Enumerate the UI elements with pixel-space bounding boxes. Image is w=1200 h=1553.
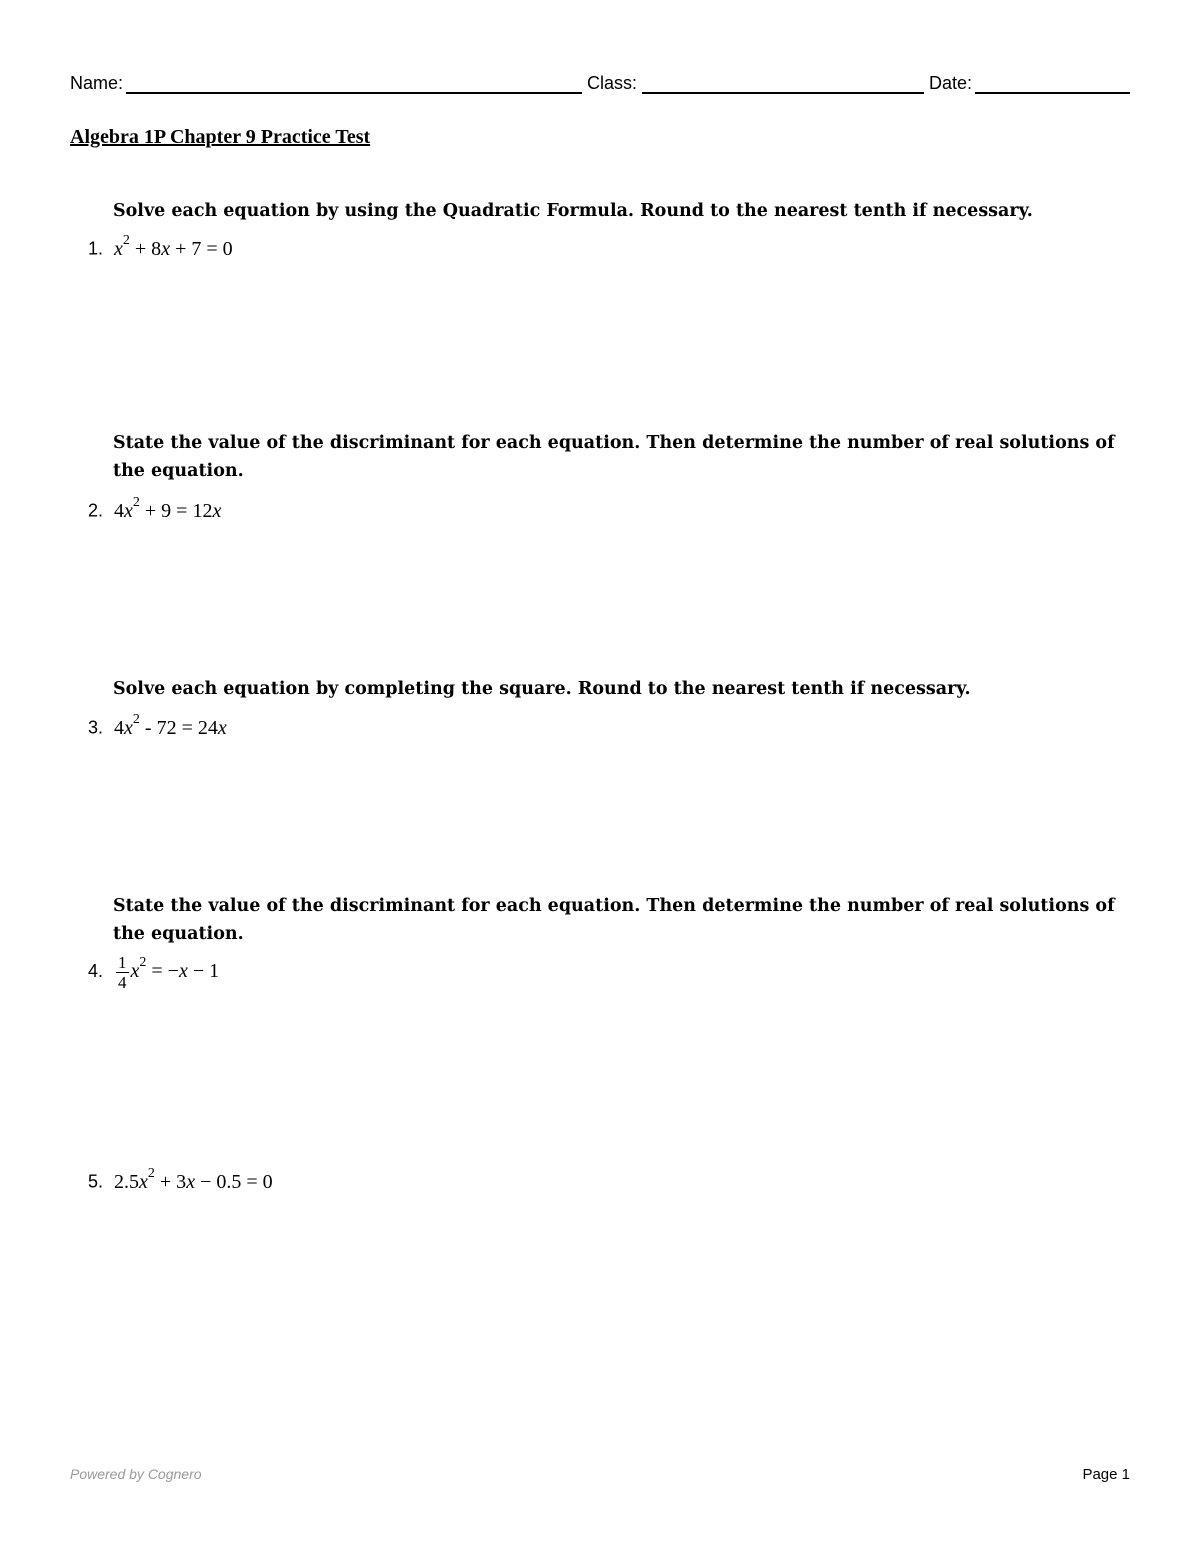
instruction-completing-square: Solve each equation by completing the square. Round to the nearest tenth if necessary. — [113, 679, 971, 699]
student-info-header — [70, 72, 1130, 98]
date-field-line[interactable] — [975, 92, 1130, 94]
class-field-line[interactable] — [642, 92, 924, 94]
equation: $2.5x^2 + 3x - 0.5 = 0$ — [114, 1166, 273, 1193]
instruction-discriminant: State the value of the discriminant for each equation. Then determine the number of real solutions of the equation. — [113, 433, 1115, 481]
date-label: Date: — [929, 73, 973, 93]
question-2 — [88, 493, 221, 524]
question-4 — [88, 953, 219, 992]
question-number: 4. — [88, 961, 104, 982]
equation: $\frac{1}{4}$ $x^2 = -x - 1$ — [118, 953, 220, 992]
question-5 — [88, 1164, 273, 1195]
question-number: 1. — [88, 238, 104, 259]
class-label: Class: — [587, 73, 638, 93]
question-number: 2. — [88, 500, 104, 521]
powered-by-text: Powered by Cognero — [70, 1466, 202, 1482]
name-field-line[interactable] — [126, 92, 582, 94]
equation: $4x^2 + 9 = 12x$ — [114, 495, 222, 522]
page-number: Page 1 — [1082, 1466, 1130, 1483]
test-title: Algebra 1P Chapter 9 Practice Test — [70, 126, 371, 148]
name-label: Name: — [70, 73, 124, 93]
equation: $x^2 + 8x + 7 = 0$ — [114, 233, 233, 260]
question-1 — [88, 231, 233, 262]
fraction-one-quarter: $\frac{1}{4}$ — [118, 953, 127, 992]
question-number: 3. — [88, 717, 104, 738]
equation: $4x^2 - 72 = 24x$ — [114, 712, 227, 739]
instruction-discriminant: State the value of the discriminant for each equation. Then determine the number of real solutions of the equation. — [113, 896, 1115, 944]
question-number: 5. — [88, 1171, 104, 1192]
instruction-quadratic-formula: Solve each equation by using the Quadratic Formula. Round to the nearest tenth if necessary. — [113, 201, 1033, 221]
question-3 — [88, 710, 227, 741]
